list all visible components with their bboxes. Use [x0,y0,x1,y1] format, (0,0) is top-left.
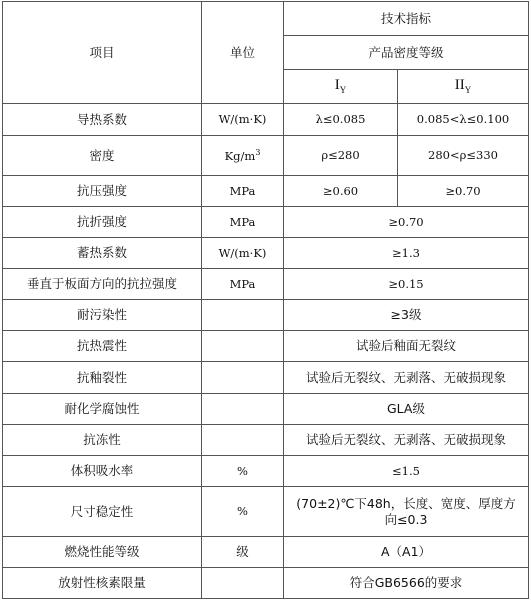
row-name: 体积吸水率 [3,456,202,487]
row-grade-2: 0.085<λ≤0.100 [398,104,529,136]
row-name: 抗折强度 [3,207,202,238]
row-grade-1: ≥0.60 [284,176,398,207]
row-unit: MPa [202,269,284,300]
row-unit: % [202,487,284,537]
row-value: ≥0.15 [284,269,529,300]
row-name: 抗热震性 [3,331,202,362]
row-name: 密度 [3,136,202,176]
table-row [3,362,529,394]
row-value: ≤1.5 [284,456,529,487]
row-value: GLA级 [284,394,529,425]
row-name: 放射性核素限量 [3,568,202,599]
row-unit: 级 [202,537,284,568]
row-grade-1: ρ≤280 [284,136,398,176]
header-grade-2: $II_Y$ [398,70,529,104]
row-unit: MPa [202,176,284,207]
row-name: 抗压强度 [3,176,202,207]
row-value: 试验后无裂纹、无剥落、无破损现象 [284,362,529,394]
header-unit: 单位 [202,2,284,104]
table-row [3,238,529,269]
row-name: 耐化学腐蚀性 [3,394,202,425]
header-density-grade: 产品密度等级 [284,36,529,70]
row-name: 蓄热系数 [3,238,202,269]
row-unit [202,568,284,599]
table-row [3,568,529,599]
row-name: 抗冻性 [3,425,202,456]
header-grade-1: $I_Y$ [284,70,398,104]
row-unit [202,394,284,425]
row-unit [202,362,284,394]
row-value: 试验后无裂纹、无剥落、无破损现象 [284,425,529,456]
table-row [3,207,529,238]
row-unit: % [202,456,284,487]
row-value: ≥3级 [284,300,529,331]
row-unit: W/(m·K) [202,104,284,136]
row-grade-2: ≥0.70 [398,176,529,207]
row-unit [202,331,284,362]
row-name: 尺寸稳定性 [3,487,202,537]
table-row [3,425,529,456]
header-tech-index: 技术指标 [284,2,529,36]
table-row [3,487,529,537]
table-row [3,537,529,568]
row-name: 抗釉裂性 [3,362,202,394]
row-unit [202,300,284,331]
row-unit [202,425,284,456]
table-row [3,456,529,487]
header-row-1 [3,2,529,36]
table-row [3,300,529,331]
spec-table [2,1,529,599]
table-row [3,104,529,136]
row-name: 燃烧性能等级 [3,537,202,568]
row-value: A（A1） [284,537,529,568]
table-row [3,331,529,362]
table-row [3,269,529,300]
row-value: 符合GB6566的要求 [284,568,529,599]
row-value: (70±2)℃下48h，长度、宽度、厚度方向≤0.3 [284,487,529,537]
row-grade-1: λ≤0.085 [284,104,398,136]
row-value: 试验后釉面无裂纹 [284,331,529,362]
row-name: 垂直于板面方向的抗拉强度 [3,269,202,300]
row-value: ≥0.70 [284,207,529,238]
row-name: 耐污染性 [3,300,202,331]
row-name: 导热系数 [3,104,202,136]
row-value: ≥1.3 [284,238,529,269]
table-row [3,136,529,176]
row-unit: W/(m·K) [202,238,284,269]
table-row [3,394,529,425]
row-grade-2: 280<ρ≤330 [398,136,529,176]
row-unit: $Kg/m^3$ [202,136,284,176]
header-item: 项目 [3,2,202,104]
table-row [3,176,529,207]
row-unit: MPa [202,207,284,238]
